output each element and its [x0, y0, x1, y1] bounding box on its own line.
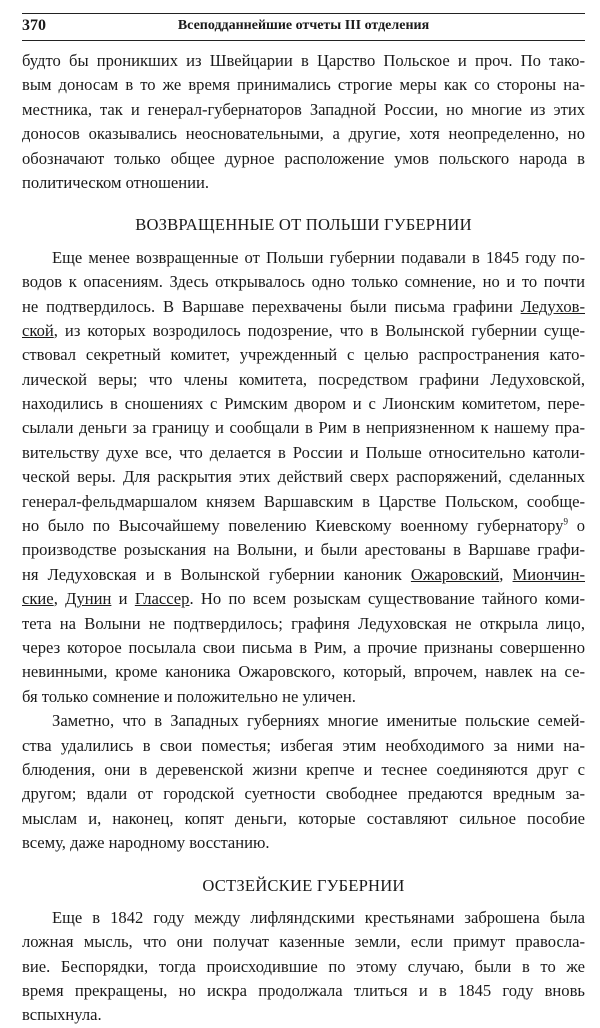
running-header — [22, 16, 585, 38]
text-line: блюдения, они в деревенской жизни крепче и теснее соединяются друг с — [22, 759, 585, 779]
link-ledukhovskaya[interactable]: Ледухов- — [520, 296, 585, 316]
text-line: вие. Беспорядки, тогда происходившие по этому случаю, были в то же — [22, 956, 585, 976]
text-line: вспыхнула. — [22, 1005, 102, 1025]
text-line: тета на Волыни не подтвердилось; графиня Ледуховская не открыла лицо, — [22, 613, 585, 633]
text-line — [22, 563, 585, 587]
page-body — [22, 49, 585, 1028]
text-line: генерал-фельдмаршалом князем Варшавским в Царстве Польском, сообще- — [22, 491, 585, 511]
text-span: , из которых возродилось подозрение, что в Волынской губернии суще- — [53, 320, 585, 340]
text-line: находились в сношениях с Римским двором и с Лионским комитетом, пере- — [22, 394, 585, 414]
text-line: ложная мысль, что они получат казенные земли, если примут правосла- — [22, 932, 585, 952]
link-ozharovsky[interactable]: Ожаровский — [410, 564, 500, 584]
text-line: другом; вдали от городской суетности свободнее предаются вредным за- — [22, 784, 585, 804]
text-line: ства удалились в свои поместья; избегая этим необходимого за ними на- — [22, 735, 585, 755]
page-number: 370 — [22, 17, 46, 34]
paragraph-returned-provinces — [22, 246, 585, 709]
text-line: через которое посылала свои письма в Рим, а прочие признаны совершенно — [22, 638, 585, 657]
text-line — [22, 319, 585, 343]
text-span: , — [53, 589, 66, 609]
link-mionchinskie-cont[interactable]: ские — [22, 589, 54, 609]
text-line: вительству духе все, что делается в России и Польше относительно католи- — [22, 442, 585, 462]
text-line: бя только сомнение и положительно не уличен. — [22, 686, 356, 706]
running-header-title: Всеподданнейшие отчеты III отделения — [177, 18, 430, 33]
text-line: лической веры; что члены комитета, посредством графини Ледуховской, — [22, 369, 585, 389]
text-line: местника, так и генерал-губернаторов Западной России, но многие из этих — [22, 99, 585, 119]
paragraph-western-provinces — [22, 709, 585, 855]
text-line: водов к опасениям. Здесь открывалось одно только сомнение, но и то почти — [22, 272, 585, 292]
header-bottom-rule — [22, 40, 585, 41]
link-glasser[interactable]: Глассер — [134, 589, 190, 609]
text-span: но было по Высочайшему повелению Киевскому военному губернатору — [22, 516, 564, 536]
text-line — [22, 295, 585, 319]
text-line: ствовал секретный комитет, учрежденный с целью распространения като- — [22, 345, 585, 365]
text-line — [22, 514, 585, 538]
link-mionchinskie[interactable]: Миончин- — [512, 564, 585, 584]
text-span: о — [567, 516, 585, 536]
text-line: политическом отношении. — [22, 172, 210, 192]
text-span: , — [499, 564, 513, 584]
paragraph-continuation — [22, 49, 585, 195]
paragraph-baltic-provinces — [22, 906, 585, 1028]
text-line: вым доносам в то же время принимались строгие меры как со стороны на- — [22, 75, 585, 95]
section-heading-returned-provinces: ВОЗВРАЩЕННЫЕ ОТ ПОЛЬШИ ГУБЕРНИИ — [135, 215, 472, 235]
text-span: не подтвердилось. В Варшаве перехвачены были письма графини — [22, 296, 521, 316]
text-line: мыслам и, наконец, копят деньги, которые составляют сильное пособие — [22, 808, 585, 828]
text-line: Еще в 1842 году между лифляндскими крестьянами заброшена была — [52, 907, 585, 927]
text-line: всему, даже народному восстанию. — [22, 833, 270, 853]
text-span: и — [111, 589, 135, 609]
text-line: невинными, кроме каноника Ожаровского, который, впрочем, навлек на се- — [22, 662, 585, 682]
text-line: Заметно, что в Западных губерниях многие именитые польские семей- — [52, 711, 585, 731]
text-span: ня Ледуховская и в Волынской губернии каноник — [22, 564, 411, 584]
text-line: время прекращены, но искра продолжала тлиться и в 1845 году вновь — [22, 981, 585, 1001]
section-heading-baltic-provinces: ОСТЗЕЙСКИЕ ГУБЕРНИИ — [202, 875, 405, 895]
text-line: доносов оказывались неосновательными, а другие, хотя неопределенно, но — [22, 124, 585, 144]
header-top-rule — [22, 13, 585, 14]
text-line: Еще менее возвращенные от Польши губернии подавали в 1845 году по- — [52, 247, 585, 267]
text-line: будто бы проникших из Швейцарии в Царство Польское и проч. По тако- — [22, 51, 585, 70]
text-line: обозначают только общее дурное расположение умов польского народа в — [22, 148, 585, 168]
footnote-marker[interactable]: 9 — [563, 516, 568, 527]
link-ledukhovskaya-cont[interactable]: ской — [22, 320, 54, 340]
text-line: сылали деньги за границу и сообщали в Рим в неприязненном к нашему пра- — [22, 418, 585, 438]
text-span: . Но по всем розыскам существование тайного коми- — [189, 589, 585, 609]
text-line — [22, 587, 585, 611]
text-line: ческой веры. Для раскрытия этих действий сверх распоряжений, сделанных — [22, 467, 585, 487]
text-line: производстве розыскания на Волыни, и были арестованы в Варшаве графи- — [22, 540, 585, 560]
link-dunin[interactable]: Дунин — [65, 589, 112, 609]
